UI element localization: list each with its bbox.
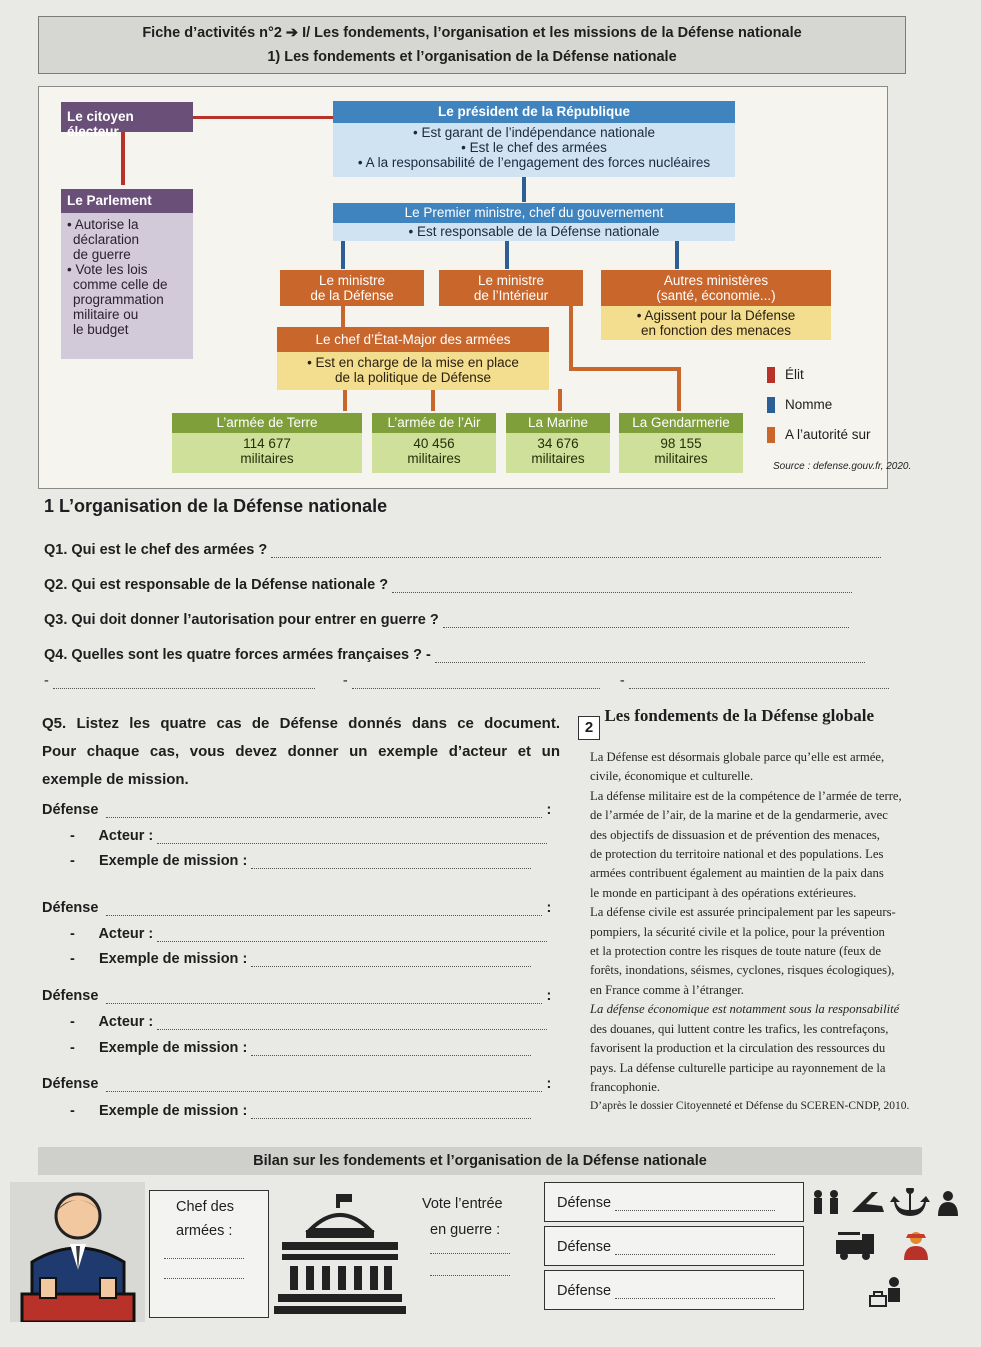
question-5-line-2: Pour chaque cas, vous devez donner un exemple d’acteur et un bbox=[42, 743, 560, 760]
doc2-line-11: et la protection contre les risques de toute nature (feux de bbox=[590, 944, 881, 959]
doc2-line-18: francophonie. bbox=[590, 1079, 661, 1094]
arrow-citizen-president bbox=[193, 116, 333, 119]
doc2-line-2: civile, économique et culturelle. bbox=[590, 769, 754, 784]
bilan-defense-row-2-label: Défense bbox=[557, 1239, 612, 1255]
question-1-text: Q1. Qui est le chef des armées ? bbox=[44, 542, 268, 558]
doc2-paragraph bbox=[578, 738, 958, 1117]
president-item-3: • A la responsabilité de l’engagement des forces nucléaires bbox=[357, 155, 711, 170]
actor-2-label: - Acteur : bbox=[70, 926, 154, 942]
chef-armees-cell bbox=[149, 1190, 269, 1318]
arrow-interior-gendarmerie-v bbox=[677, 367, 681, 411]
defense-case-4 bbox=[42, 1076, 551, 1092]
force-gendarmerie bbox=[619, 413, 743, 473]
doc2-line-4: de l’armée de l’air, de la marine et de la gendarmerie, avec bbox=[590, 808, 888, 823]
defense-case-3-line[interactable] bbox=[106, 992, 542, 1004]
mission-2 bbox=[70, 951, 531, 967]
dash-1: - bbox=[44, 673, 49, 689]
pm-box bbox=[333, 203, 735, 241]
vote-guerre-answer-line-2[interactable] bbox=[430, 1254, 510, 1276]
parliament-box bbox=[61, 189, 193, 359]
mission-4 bbox=[70, 1103, 531, 1119]
chief-of-staff-box bbox=[277, 327, 549, 390]
bilan-defense-row-3-line[interactable] bbox=[615, 1289, 775, 1299]
doc2-line-16: favorisent la production et la circulation des ressources du bbox=[590, 1041, 886, 1056]
force-air-count: 40 456 bbox=[413, 436, 455, 451]
minister-defense-line2: de la Défense bbox=[310, 288, 394, 303]
vote-guerre-label-2: en guerre : bbox=[430, 1222, 501, 1238]
legend-nomme-label: Nomme bbox=[785, 397, 833, 412]
defense-case-1-label: Défense bbox=[42, 802, 99, 818]
answer-line-q1[interactable] bbox=[271, 544, 881, 558]
question-4-extra-lines bbox=[44, 673, 910, 689]
other-ministries-title-2: (santé, économie...) bbox=[656, 288, 776, 303]
doc2-line-12: forêts, inondations, séismes, cyclones, risques écologiques), bbox=[590, 963, 895, 978]
activity-sheet-header bbox=[38, 16, 906, 74]
parliament-item-6: programmation bbox=[73, 292, 164, 307]
parliament-title: Le Parlement bbox=[61, 189, 193, 213]
defense-case-3-colon: : bbox=[546, 988, 552, 1004]
parliament-items bbox=[61, 213, 193, 359]
force-marine bbox=[506, 413, 610, 473]
arrow-chief-terre bbox=[343, 389, 347, 411]
doc2-line-10: pompiers, la sécurité civile et la police, pour la prévention bbox=[590, 924, 885, 939]
vote-guerre-cell bbox=[408, 1184, 534, 1314]
question-1 bbox=[44, 542, 910, 558]
bilan-defense-row-2-line[interactable] bbox=[615, 1245, 775, 1255]
organisation-diagram bbox=[38, 86, 912, 489]
defense-case-4-line[interactable] bbox=[106, 1080, 542, 1092]
defense-case-4-label: Défense bbox=[42, 1076, 99, 1092]
answer-line-q3[interactable] bbox=[443, 614, 849, 628]
doc2-text-block bbox=[578, 706, 958, 1126]
defense-case-1-line[interactable] bbox=[106, 806, 542, 818]
chef-armees-answer-line-1[interactable] bbox=[164, 1239, 244, 1259]
parliament-item-1: • Autorise la bbox=[67, 217, 139, 232]
question-4 bbox=[44, 647, 910, 663]
mission-1-line[interactable] bbox=[251, 857, 531, 869]
answer-line-q4-3[interactable] bbox=[352, 677, 600, 689]
defense-case-3 bbox=[42, 988, 551, 1004]
economic-icon-wrap bbox=[868, 1274, 908, 1308]
bilan-defense-row-1-label: Défense bbox=[557, 1195, 612, 1211]
mission-3 bbox=[70, 1040, 531, 1056]
customs-officer-icon bbox=[868, 1274, 908, 1308]
force-gendarmerie-count: 98 155 bbox=[660, 436, 702, 451]
question-3-text: Q3. Qui doit donner l’autorisation pour entrer en guerre ? bbox=[44, 612, 439, 628]
dash-2: - bbox=[342, 673, 348, 689]
arrow-interior-line bbox=[569, 295, 573, 370]
arrow-president-pm bbox=[522, 176, 526, 202]
doc2-line-9: La défense civile est assurée principalement par les sapeurs- bbox=[590, 905, 896, 920]
president-item-2: • Est le chef des armées bbox=[461, 140, 607, 155]
question-2 bbox=[44, 577, 910, 593]
legend-elit bbox=[767, 367, 887, 387]
pm-item: • Est responsable de la Défense nationale bbox=[333, 223, 735, 241]
force-gendarmerie-name: La Gendarmerie bbox=[619, 413, 743, 433]
force-marine-name: La Marine bbox=[506, 413, 610, 433]
chief-of-staff-item-1: • Est en charge de la mise en place bbox=[307, 355, 519, 370]
president-illustration bbox=[10, 1182, 145, 1322]
force-air-unit: militaires bbox=[407, 451, 461, 466]
force-terre-count: 114 677 bbox=[243, 436, 291, 451]
answer-line-q4-2[interactable] bbox=[53, 677, 315, 689]
doc2-line-8: le monde en participant à des opérations extérieures. bbox=[590, 885, 857, 900]
chef-armees-answer-line-2[interactable] bbox=[164, 1259, 244, 1279]
doc2-number: 2 bbox=[578, 716, 600, 740]
force-gendarmerie-unit: militaires bbox=[654, 451, 708, 466]
minister-interior-line1: Le ministre bbox=[477, 273, 545, 288]
soldiers-jet-anchor-sailor-icon bbox=[812, 1188, 962, 1218]
minister-defense-box bbox=[280, 270, 424, 306]
bilan-defense-row-1 bbox=[544, 1182, 804, 1222]
actor-3-label: - Acteur : bbox=[70, 1014, 154, 1030]
vote-guerre-label-1: Vote l’entrée bbox=[422, 1196, 503, 1212]
mission-3-line[interactable] bbox=[251, 1044, 531, 1056]
parliament-item-2: déclaration bbox=[73, 232, 140, 247]
minister-interior-line2: de l’Intérieur bbox=[473, 288, 549, 303]
parliament-building-icon bbox=[272, 1190, 408, 1318]
arrow-pm-defense bbox=[341, 241, 345, 269]
other-ministries-title-1: Autres ministères bbox=[663, 273, 769, 288]
defense-case-2-colon: : bbox=[546, 900, 552, 916]
defense-case-3-label: Défense bbox=[42, 988, 99, 1004]
force-terre-unit: militaires bbox=[240, 451, 294, 466]
minister-defense-line1: Le ministre bbox=[318, 273, 386, 288]
parliament-illustration bbox=[272, 1190, 408, 1318]
other-ministries-item-1: • Agissent pour la Défense bbox=[636, 308, 796, 323]
question-2-text: Q2. Qui est responsable de la Défense nationale ? bbox=[44, 577, 389, 593]
chef-armees-label-2: armées : bbox=[176, 1223, 233, 1239]
mission-1-label: - Exemple de mission : bbox=[70, 853, 248, 869]
arrow-pm-ministries bbox=[675, 241, 679, 269]
parliament-item-7: militaire ou bbox=[73, 307, 139, 322]
president-item-1: • Est garant de l’indépendance nationale bbox=[413, 125, 655, 140]
pm-title: Le Premier ministre, chef du gouvernement bbox=[333, 203, 735, 223]
parliament-item-4: • Vote les lois bbox=[67, 262, 148, 277]
other-ministries-items bbox=[601, 306, 831, 340]
legend-elit-arrow-icon bbox=[767, 367, 775, 383]
actor-1-line[interactable] bbox=[157, 832, 547, 844]
doc1-title: L’organisation de la Défense nationale bbox=[59, 496, 388, 516]
citizen-box bbox=[61, 102, 193, 139]
legend-elit-label: Élit bbox=[785, 367, 804, 382]
header-subtitle: 1) Les fondements et l’organisation de la Défense nationale bbox=[267, 49, 677, 65]
force-terre-name: L’armée de Terre bbox=[172, 413, 362, 433]
answer-line-q4-4[interactable] bbox=[629, 677, 889, 689]
question-4-text: Q4. Quelles sont les quatre forces armées françaises ? - bbox=[44, 647, 431, 663]
arrow-defense-chief bbox=[341, 305, 345, 327]
defense-case-1 bbox=[42, 802, 551, 818]
president-icon bbox=[10, 1182, 145, 1322]
other-ministries-box bbox=[601, 270, 831, 340]
defense-case-2-label: Défense bbox=[42, 900, 99, 916]
bilan-defense-row-1-line[interactable] bbox=[615, 1201, 775, 1211]
doc2-line-17: pays. La défense culturelle participe au rayonnement de la bbox=[590, 1060, 886, 1075]
doc2-line-5: des objectifs de dissuasion et de prévention des menaces, bbox=[590, 827, 880, 842]
chief-of-staff-title: Le chef d’État-Major des armées bbox=[277, 327, 549, 352]
dash-3: - bbox=[619, 673, 625, 689]
actor-1-label: - Acteur : bbox=[70, 828, 154, 844]
chief-of-staff-items bbox=[277, 352, 549, 390]
force-air-name: L’armée de l’Air bbox=[372, 413, 496, 433]
defense-case-2-line[interactable] bbox=[106, 904, 542, 916]
mission-3-label: - Exemple de mission : bbox=[70, 1040, 248, 1056]
doc2-line-15: des douanes, qui luttent contre les trafics, les contrefaçons, bbox=[590, 1021, 889, 1036]
answer-line-q2[interactable] bbox=[392, 579, 852, 593]
answer-line-q4-1[interactable] bbox=[435, 649, 865, 663]
diagram-source: Source : defense.gouv.fr, 2020. bbox=[773, 461, 912, 472]
doc2-heading bbox=[578, 706, 958, 738]
mission-2-line[interactable] bbox=[251, 955, 531, 967]
doc2-line-3: La défense militaire est de la compétence de l’armée de terre, bbox=[590, 788, 902, 803]
question-5-line-3: exemple de mission. bbox=[42, 771, 189, 788]
chef-armees-label-1: Chef des bbox=[176, 1199, 235, 1215]
mission-4-line[interactable] bbox=[251, 1107, 531, 1119]
actor-3 bbox=[70, 1014, 547, 1030]
arrow-chief-marine bbox=[558, 389, 562, 411]
doc2-source: D’après le dossier Citoyenneté et Défense du SCEREN-CNDP, 2010. bbox=[590, 1100, 910, 1113]
actor-2 bbox=[70, 926, 547, 942]
legend-autorite-label: A l’autorité sur bbox=[785, 427, 871, 442]
doc2-line-7: armées contribuent également au maintien de la paix dans bbox=[590, 866, 884, 881]
mission-4-label: - Exemple de mission : bbox=[70, 1103, 248, 1119]
arrow-citizen-parliament bbox=[121, 125, 125, 185]
force-air bbox=[372, 413, 496, 473]
actor-2-line[interactable] bbox=[157, 930, 547, 942]
parliament-item-3: de guerre bbox=[73, 247, 131, 262]
doc2-line-13: en France comme à l’étranger. bbox=[590, 982, 744, 997]
mission-1 bbox=[70, 853, 531, 869]
arrow-chief-air bbox=[431, 389, 435, 411]
bilan-defense-row-3 bbox=[544, 1270, 804, 1310]
defense-case-2 bbox=[42, 900, 551, 916]
force-marine-count: 34 676 bbox=[537, 436, 579, 451]
doc2-title: Les fondements de la Défense globale bbox=[604, 706, 875, 725]
arrow-interior-gendarmerie-h bbox=[569, 367, 681, 371]
parliament-item-8: le budget bbox=[73, 322, 129, 337]
doc1-caption bbox=[44, 496, 387, 517]
actor-1 bbox=[70, 828, 547, 844]
parliament-item-5: comme celle de bbox=[73, 277, 168, 292]
chief-of-staff-item-2: de la politique de Défense bbox=[334, 370, 492, 385]
minister-interior-box bbox=[439, 270, 583, 306]
defense-case-1-colon: : bbox=[546, 802, 552, 818]
president-box bbox=[333, 101, 735, 177]
arrow-pm-interior bbox=[505, 241, 509, 269]
legend-nomme-arrow-icon bbox=[767, 397, 775, 413]
other-ministries-item-2: en fonction des menaces bbox=[640, 323, 792, 338]
legend-autorite-arrow-icon bbox=[767, 427, 775, 443]
header-title: Fiche d’activités n°2 ➔ I/ Les fondements, l’organisation et les missions de la Défense nationale bbox=[142, 25, 802, 41]
doc2-line-6: de protection du territoire national et des populations. Les bbox=[590, 847, 884, 862]
bilan-defense-row-3-label: Défense bbox=[557, 1283, 612, 1299]
force-terre bbox=[172, 413, 362, 473]
doc1-number: 1 bbox=[44, 496, 55, 516]
president-items bbox=[333, 123, 735, 177]
legend-nomme bbox=[767, 397, 887, 417]
force-marine-unit: militaires bbox=[531, 451, 585, 466]
question-5-line-1: Q5. Listez les quatre cas de Défense donnés dans ce document. bbox=[42, 715, 560, 732]
doc2-line-1: La Défense est désormais globale parce qu’elle est armée, bbox=[590, 750, 885, 764]
legend-autorite bbox=[767, 427, 887, 447]
question-5 bbox=[42, 710, 560, 794]
civil-icons bbox=[834, 1228, 946, 1262]
question-3 bbox=[44, 612, 910, 628]
vote-guerre-answer-line-1[interactable] bbox=[430, 1240, 510, 1254]
bilan-defense-row-2 bbox=[544, 1226, 804, 1266]
defense-case-4-colon: : bbox=[546, 1076, 552, 1092]
military-icons bbox=[812, 1188, 962, 1218]
president-title: Le président de la République bbox=[333, 101, 735, 123]
actor-3-line[interactable] bbox=[157, 1018, 547, 1030]
citizen-label: Le citoyen électeur bbox=[67, 109, 134, 139]
bilan-title: Bilan sur les fondements et l’organisation de la Défense nationale bbox=[38, 1147, 922, 1175]
fire-truck-firefighter-icon bbox=[834, 1228, 946, 1262]
other-ministries-title bbox=[601, 270, 831, 306]
mission-2-label: - Exemple de mission : bbox=[70, 951, 248, 967]
doc2-line-14: La défense économique est notamment sous la responsabilité bbox=[590, 1002, 900, 1017]
